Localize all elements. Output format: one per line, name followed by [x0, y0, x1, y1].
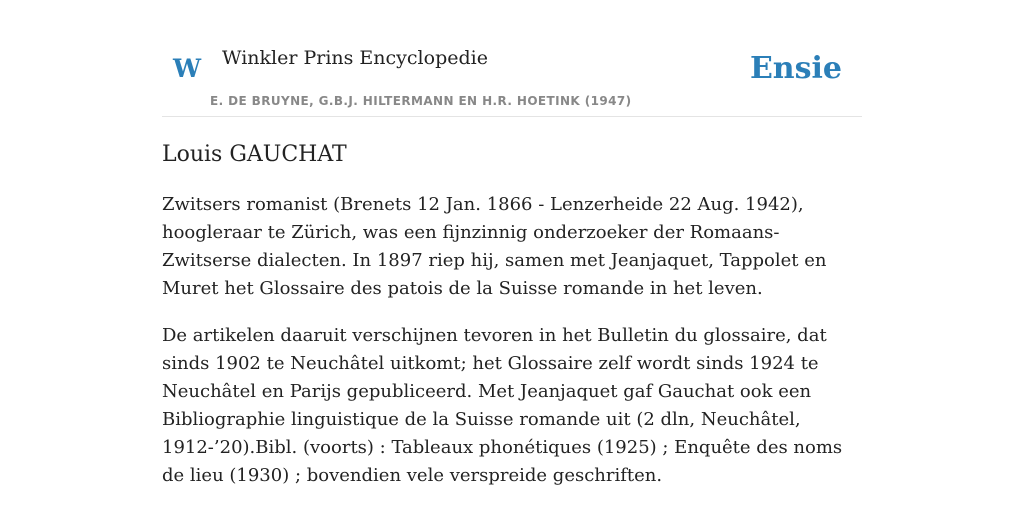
article-paragraph-1: Zwitsers romanist (Brenets 12 Jan. 1866 - Lenzerheide 22 Aug. 1942), hoogleraar te Zürich, was een fijnzinnig onderzoeker der Romaans-Zwitserse dialecten. In 1897 riep hij, samen met Jeanjaquet, Tappolet en Muret het Glossaire des patois de la Suisse romande in het leven. [162, 194, 827, 299]
ensie-brand-link[interactable]: Ensie [749, 51, 842, 86]
site-subtitle: E. DE BRUYNE, G.B.J. HILTERMANN EN H.R. HOETINK (1947) [210, 94, 632, 108]
winkler-prins-logo[interactable]: W [173, 54, 202, 83]
site-header [162, 40, 862, 117]
article [162, 138, 862, 490]
site-title[interactable]: Winkler Prins Encyclopedie [222, 47, 488, 69]
article-title: Louis GAUCHAT [162, 142, 347, 167]
article-paragraph-2: De artikelen daaruit verschijnen tevoren in het Bulletin du glossaire, dat sinds 1902 te Neuchâtel uitkomt; het Glossaire zelf wordt sinds 1924 te Neuchâtel en Parijs gepubliceerd. Met Jeanjaquet gaf Gauchat ook een Bibliographie linguistique de la Suisse romande uit (2 dln, Neuchâtel, 1912-’20).Bibl. (voorts) : Tableaux phonétiques (1925) ; Enquête des noms de lieu (1930) ; bovendien vele verspreide geschriften. [162, 325, 843, 486]
